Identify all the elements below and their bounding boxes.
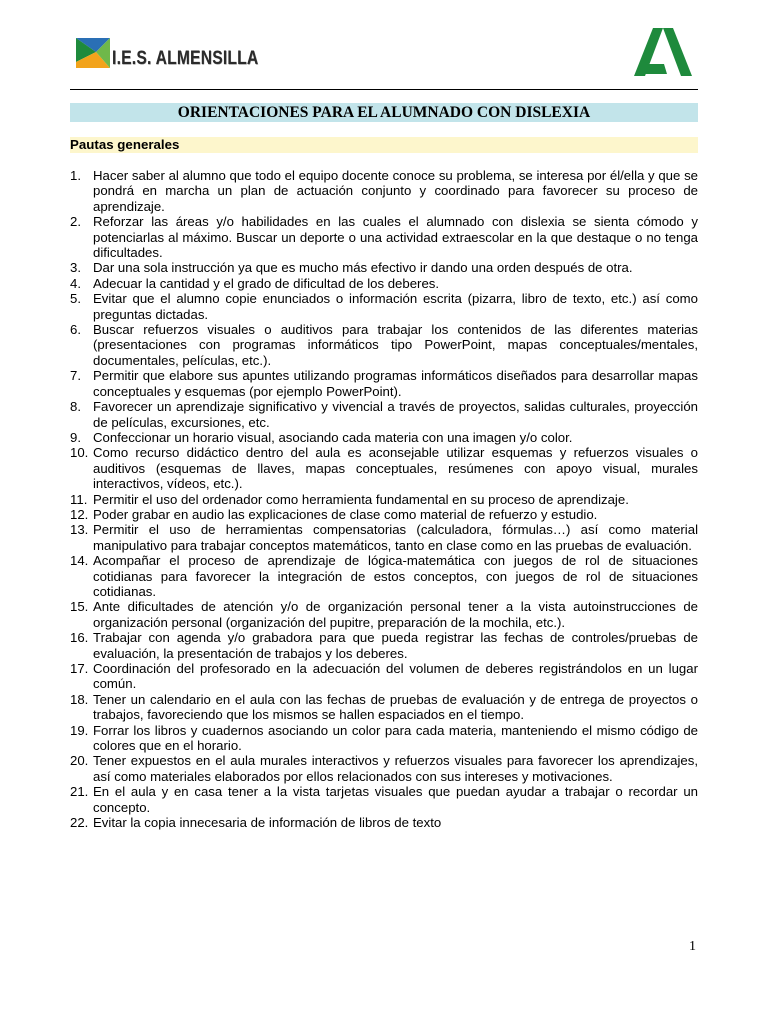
- list-item-text: Permitir el uso del ordenador como herramienta fundamental en su proceso de aprendizaje.: [93, 491, 629, 507]
- list-item: [70, 445, 698, 491]
- list-item-number: 3.: [70, 260, 81, 276]
- list-item-number: 17.: [70, 661, 89, 676]
- list-item-number: 4.: [70, 275, 81, 291]
- list-item-text: En el aula y en casa tener a la vista tarjetas visuales que puedan ayudar a trabajar o recordar un concepto.: [93, 784, 698, 815]
- list-item-number: 21.: [70, 784, 89, 800]
- list-item: [70, 214, 698, 260]
- list-item: [70, 692, 698, 723]
- list-item: [70, 507, 698, 522]
- list-item-number: 15.: [70, 599, 89, 615]
- list-item-number: 7.: [70, 368, 81, 384]
- list-item: [70, 168, 698, 214]
- list-item: [70, 430, 698, 445]
- list-item-text: Forrar los libros y cuadernos asociando un color para cada materia, manteniendo el mismo código de colores que en el horario.: [93, 722, 698, 754]
- list-item: [70, 522, 698, 553]
- list-item: [70, 753, 698, 784]
- list-item-text: Dar una sola instrucción ya que es mucho más efectivo ir dando una orden después de otra.: [93, 260, 633, 276]
- list-item: [70, 276, 698, 291]
- list-item: [70, 322, 698, 368]
- list-item-number: 13.: [70, 522, 89, 538]
- list-item-number: 6.: [70, 322, 81, 338]
- list-item-number: 22.: [70, 815, 89, 831]
- list-item-text: Como recurso didáctico dentro del aula es aconsejable utilizar esquemas y refuerzos visuales o auditivos (esquemas de llaves, mapas conceptuales, resúmenes con apoyo visual, murales interactivos, vídeos, etc.).: [93, 445, 698, 492]
- list-item: [70, 723, 698, 754]
- list-item-text: Permitir el uso de herramientas compensatorias (calculadora, fórmulas…) así como material manipulativo para trabajar conceptos matemáticos, tanto en clase como en las pruebas de evaluación.: [93, 522, 698, 553]
- list-item-number: 19.: [70, 722, 89, 738]
- document-title: ORIENTACIONES PARA EL ALUMNADO CON DISLEXIA: [70, 103, 698, 122]
- list-item-text: Poder grabar en audio las explicaciones de clase como material de refuerzo y estudio.: [93, 506, 598, 522]
- list-item: [70, 630, 698, 661]
- list-item-number: 2.: [70, 214, 81, 230]
- ies-almensilla-logo-icon: [76, 36, 110, 70]
- list-item-text: Evitar la copia innecesaria de información de libros de texto: [93, 815, 442, 831]
- list-item: [70, 291, 698, 322]
- list-item: [70, 661, 698, 692]
- list-item: [70, 399, 698, 430]
- list-item-text: Trabajar con agenda y/o grabadora para que pueda registrar las fechas de controles/pruebas de evaluación, la presentación de trabajos y los deberes.: [93, 630, 698, 661]
- list-item-text: Favorecer un aprendizaje significativo y vivencial a través de proyectos, salidas culturales, proyección de películas, excursiones, etc.: [93, 399, 698, 430]
- list-item-number: 10.: [70, 445, 89, 461]
- list-item-text: Reforzar las áreas y/o habilidades en las cuales el alumnado con dislexia se sienta cómodo y potenciarlas al máximo. Buscar un deporte o una actividad extraescolar en la que destaque o no tenga dificultades.: [93, 214, 698, 261]
- list-item: [70, 492, 698, 507]
- list-item-text: Hacer saber al alumno que todo el equipo docente conoce su problema, se interesa por él/ella y que se pondrá en marcha un plan de actuación conjunto y coordinado para favorecer su proceso de aprendizaje.: [93, 168, 698, 214]
- list-item: [70, 815, 698, 830]
- page-number: 1: [689, 939, 696, 954]
- list-item-text: Acompañar el proceso de aprendizaje de lógica-matemática con juegos de rol de situaciones cotidianas para favorecer la integración de estos conceptos, con juegos de rol de situaciones cotidianas.: [93, 553, 698, 599]
- list-item-number: 5.: [70, 291, 81, 307]
- section-heading: Pautas generales: [70, 137, 698, 153]
- junta-de-andalucia-logo-icon: [634, 28, 692, 80]
- list-item-text: Ante dificultades de atención y/o de organización personal tener a la vista autoinstrucciones de organización personal (organización del pupitre, preparación de la mochila, etc.).: [93, 599, 698, 630]
- list-item-number: 16.: [70, 630, 89, 646]
- list-item-number: 14.: [70, 553, 89, 569]
- list-item-number: 11.: [70, 491, 88, 507]
- list-item-text: Confeccionar un horario visual, asociando cada materia con una imagen y/o color.: [93, 429, 573, 445]
- list-item: [70, 784, 698, 815]
- list-item-number: 20.: [70, 753, 89, 769]
- list-item-text: Coordinación del profesorado en la adecuación del volumen de deberes registrándolos en un lugar común.: [93, 661, 698, 692]
- school-logo: [76, 36, 291, 70]
- list-item-text: Evitar que el alumno copie enunciados o información escrita (pizarra, libro de texto, etc.) así como preguntas dictadas.: [93, 291, 698, 322]
- list-item-text: Permitir que elabore sus apuntes utilizando programas informáticos diseñados para desarrollar mapas conceptuales y esquemas (por ejemplo PowerPoint).: [93, 368, 698, 399]
- list-item-number: 18.: [70, 691, 89, 707]
- page-header: [70, 30, 698, 90]
- header-divider: [70, 89, 698, 90]
- guidelines-list: [70, 168, 698, 830]
- list-item: [70, 368, 698, 399]
- list-item-number: 9.: [70, 429, 81, 445]
- list-item-text: Tener expuestos en el aula murales interactivos y refuerzos visuales para favorecer los aprendizajes, así como materiales elaborados por ellos relacionados con sus intereses y motivaciones.: [93, 753, 698, 784]
- list-item: [70, 599, 698, 630]
- school-name: I.E.S. ALMENSILLA: [112, 48, 259, 69]
- list-item-text: Buscar refuerzos visuales o auditivos para trabajar los contenidos de las diferentes materias (presentaciones con programas informáticos tipo PowerPoint, mapas conceptuales/mentales, documentales, películas, etc.).: [93, 322, 698, 368]
- list-item-text: Tener un calendario en el aula con las fechas de pruebas de evaluación y de entrega de proyectos o trabajos, favoreciendo que los mismos se hallen espaciados en el tiempo.: [93, 691, 698, 723]
- list-item: [70, 553, 698, 599]
- list-item-text: Adecuar la cantidad y el grado de dificultad de los deberes.: [93, 275, 440, 291]
- list-item: [70, 260, 698, 275]
- list-item-number: 8.: [70, 399, 81, 415]
- list-item-number: 1.: [70, 168, 81, 183]
- list-item-number: 12.: [70, 506, 89, 522]
